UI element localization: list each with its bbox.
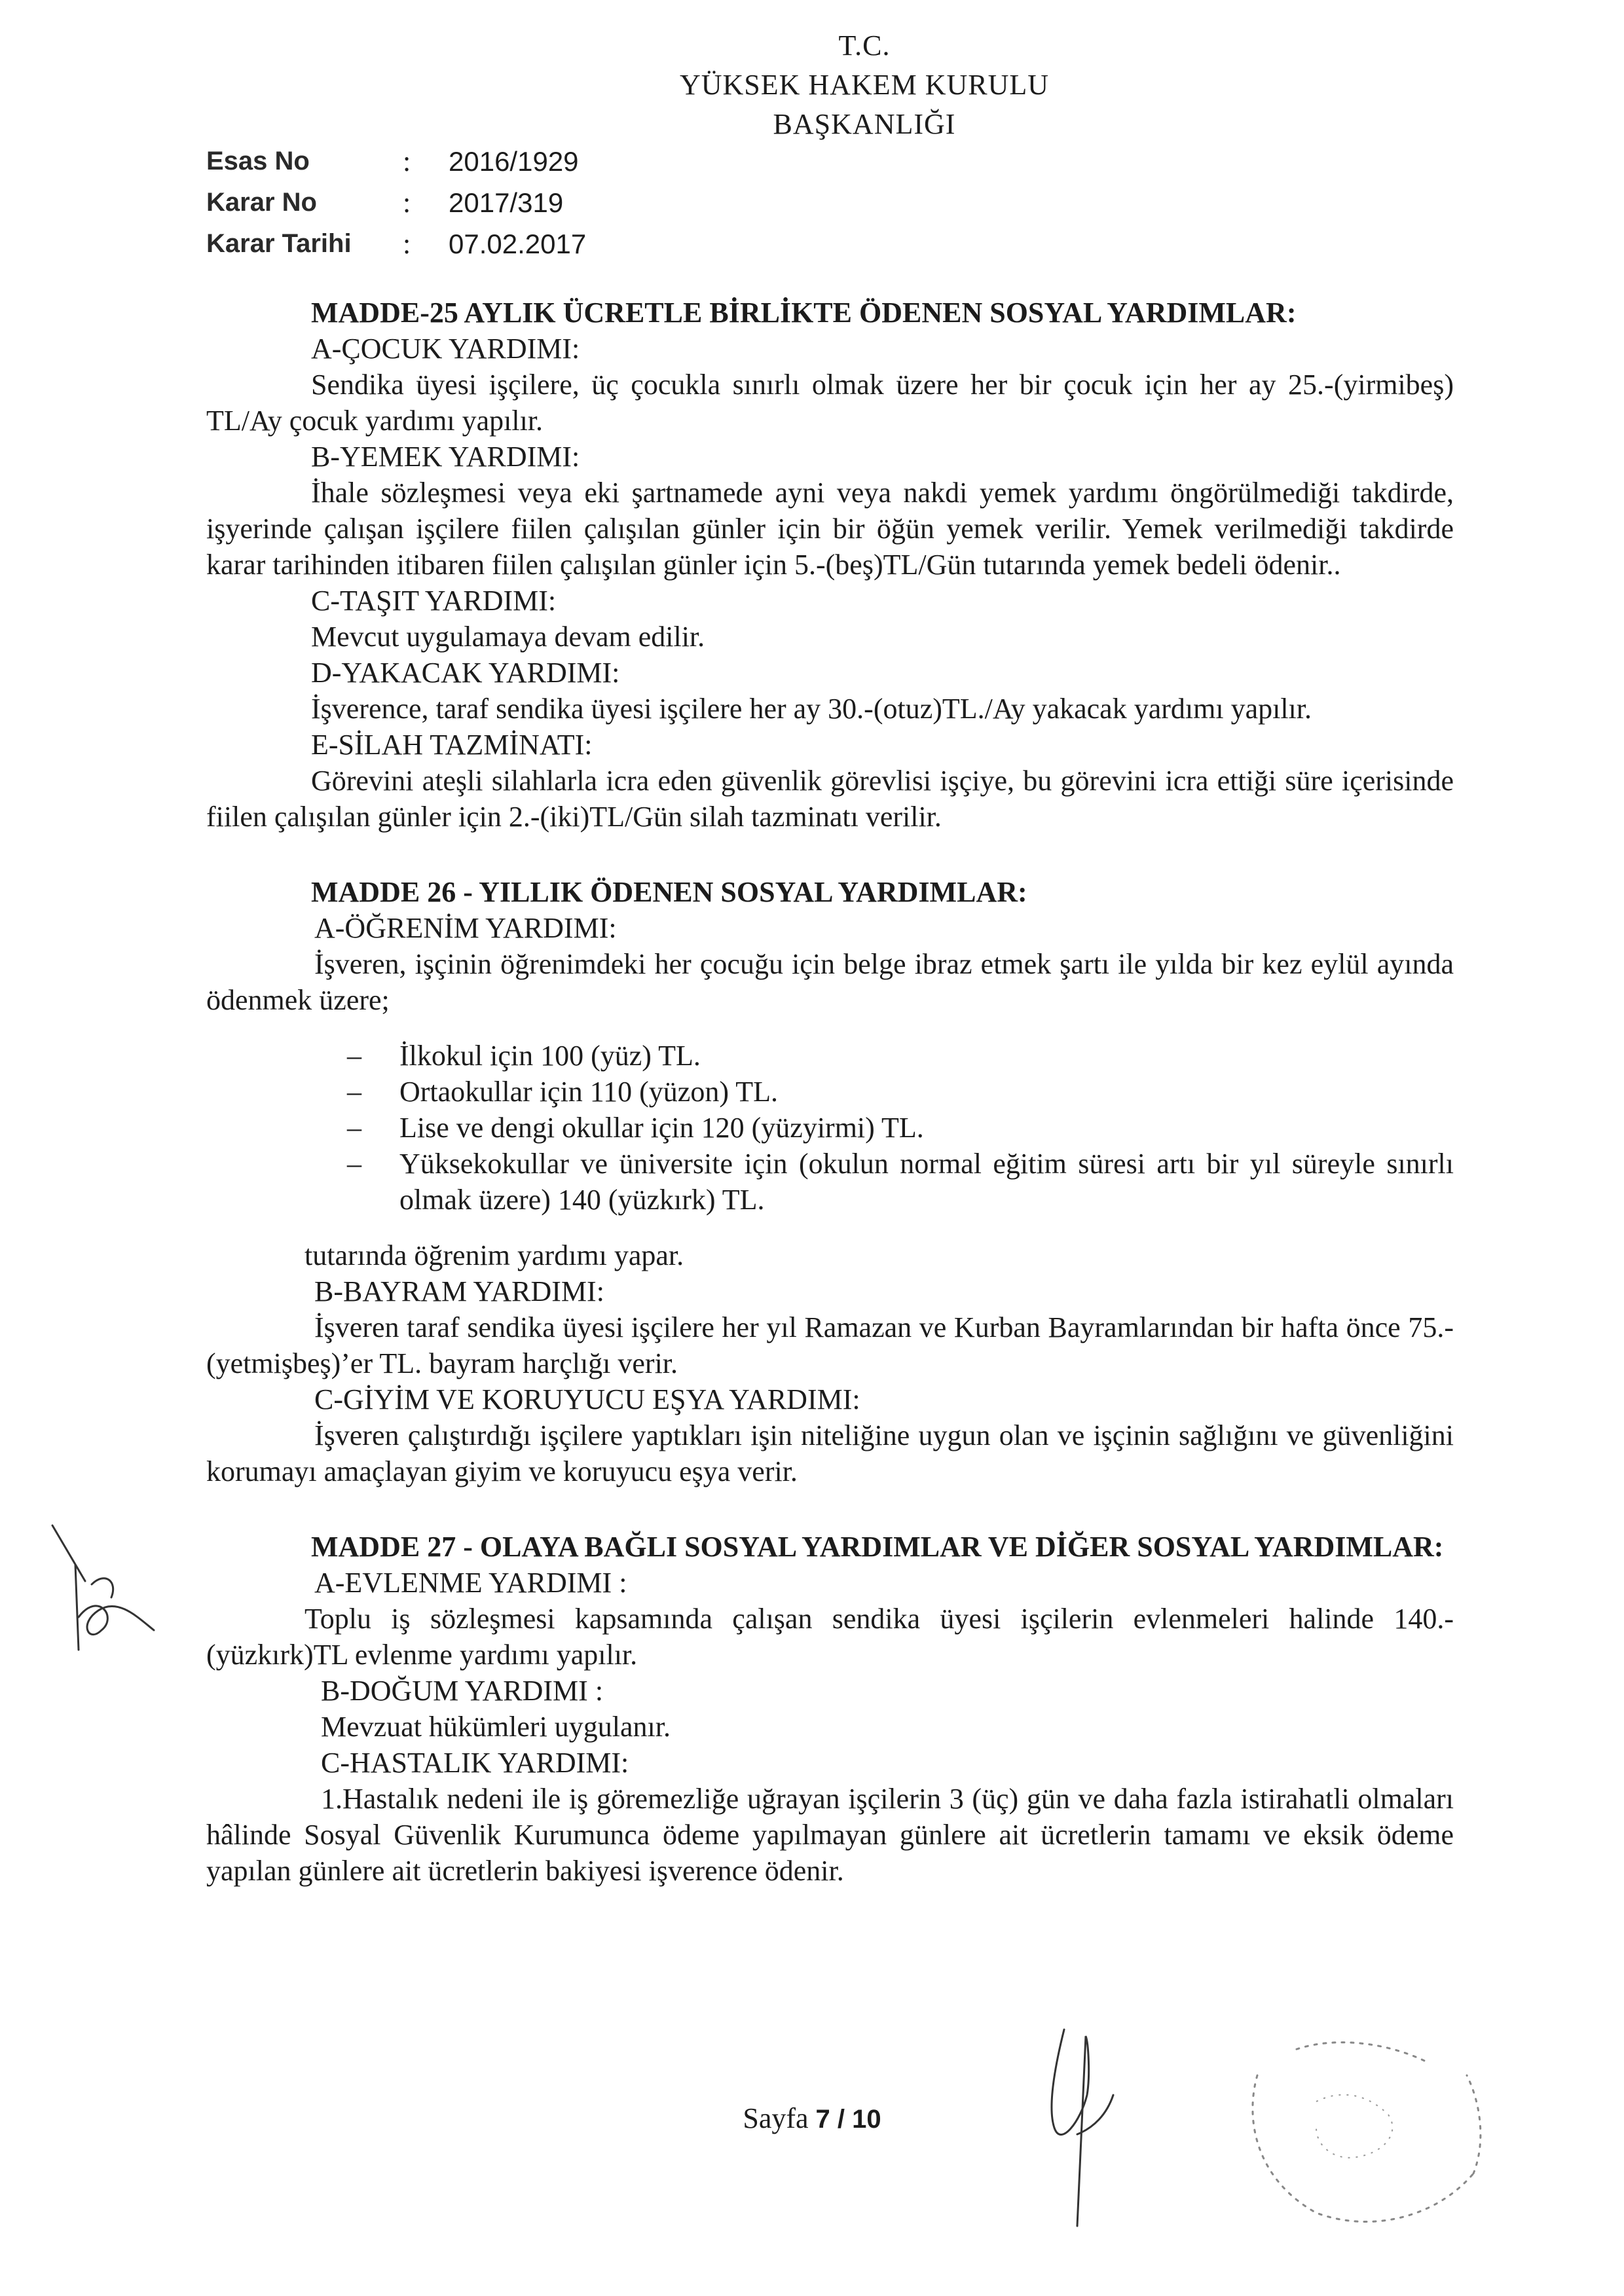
meta-value: 07.02.2017 — [449, 228, 587, 259]
meta-value: 2016/1929 — [449, 146, 579, 177]
meta-sep: : — [403, 145, 411, 177]
education-aid-list — [347, 1038, 1454, 1218]
document-body — [206, 295, 1454, 1889]
article-25-e-text: Görevini ateşli silahlarla icra eden güvenlik görevlisi işçiye, bu görevini icra ettiği süre içerisinde fiilen çalışılan günler için 2.-(iki)TL/Gün silah tazminatı verilir. — [206, 765, 1454, 833]
article-25-c-title: C-TAŞIT YARDIMI: — [311, 585, 557, 617]
article-25-c-text: Mevcut uygulamaya devam edilir. — [311, 621, 705, 653]
header-tc: T.C. — [838, 29, 891, 62]
article-26-a-text: İşveren, işçinin öğrenimdeki her çocuğu için belge ibraz etmek şartı ile yılda bir kez eylül ayında ödenmek üzere; — [206, 948, 1454, 1016]
list-item: – İlkokul için 100 (yüz) TL. — [347, 1040, 701, 1072]
article-26-a-title: A-ÖĞRENİM YARDIMI: — [314, 912, 617, 944]
article-27-title: MADDE 27 - OLAYA BAĞLI SOSYAL YARDIMLAR VE DİĞER SOSYAL YARDIMLAR: — [311, 1531, 1444, 1563]
page-label: Sayfa — [743, 2102, 816, 2134]
signature-bottom — [1035, 2016, 1133, 2232]
article-25-d-title: D-YAKACAK YARDIMI: — [311, 657, 620, 689]
list-item: – Yüksekokullar ve üniversite için (okulun normal eğitim süresi artı bir yıl süreyle sınırlı olmak üzere) 140 (yüzkırk) TL. — [347, 1148, 1454, 1216]
meta-sep: : — [403, 187, 411, 219]
article-27-b-text: Mevzuat hükümleri uygulanır. — [321, 1711, 671, 1743]
article-27-c-title: C-HASTALIK YARDIMI: — [321, 1747, 629, 1779]
page-number: 7 / 10 — [815, 2105, 881, 2134]
list-item: – Ortaokullar için 110 (yüzon) TL. — [347, 1076, 778, 1108]
meta-value: 2017/319 — [449, 187, 564, 218]
case-meta — [206, 141, 586, 264]
article-26-b-text: İşveren taraf sendika üyesi işçilere her yıl Ramazan ve Kurban Bayramlarından bir hafta önce 75.-(yetmişbeş)’er TL. bayram harçlığı verir. — [206, 1311, 1454, 1379]
meta-label: Esas No — [206, 147, 310, 175]
article-25-a-title: A-ÇOCUK YARDIMI: — [311, 333, 580, 365]
document-header — [0, 26, 1624, 144]
header-presidency: BAŞKANLIĞI — [773, 108, 956, 140]
list-item: – Lise ve dengi okullar için 120 (yüzyirmi) TL. — [347, 1112, 924, 1144]
article-26-c-text: İşveren çalıştırdığı işçilere yaptıkları işin niteliğine uygun olan ve işçinin sağlığını ve güvenliğini korumayı amaçlayan giyim ve koruyucu eşya verir. — [206, 1419, 1454, 1487]
article-25-title: MADDE-25 AYLIK ÜCRETLE BİRLİKTE ÖDENEN SOSYAL YARDIMLAR: — [311, 297, 1297, 329]
article-25-b-title: B-YEMEK YARDIMI: — [311, 441, 580, 473]
meta-sep: : — [403, 228, 411, 260]
meta-row-esas — [206, 141, 586, 182]
meta-label: Karar Tarihi — [206, 229, 352, 258]
article-26-b-title: B-BAYRAM YARDIMI: — [314, 1275, 604, 1307]
article-25-e-title: E-SİLAH TAZMİNATI: — [311, 729, 593, 761]
article-26-a-after: tutarında öğrenim yardımı yapar. — [304, 1239, 684, 1271]
meta-row-karar — [206, 182, 586, 223]
article-25-b-text: İhale sözleşmesi veya eki şartnamede ayni veya nakdi yemek yardımı öngörülmediği takdirde, işyerinde çalışan işçilere fiilen çalışılan günler için bir öğün yemek verilir. Yemek verilmediği takdirde karar tarihinden itibaren fiilen çalışılan günler için 5.-(beş)TL/Gün tutarında yemek bedeli ödenir.. — [206, 477, 1454, 581]
article-27-c-text: 1.Hastalık nedeni ile iş göremezliğe uğrayan işçilerin 3 (üç) gün ve daha fazla istirahatli olmaları hâlinde Sosyal Güvenlik Kurumunca ödeme yapılmayan günlere ait ücretlerin tamamı ve eksik ödeme yapılan günlere ait ücretlerin bakiyesi işverence ödenir. — [206, 1783, 1454, 1887]
article-25-a-text: Sendika üyesi işçilere, üç çocukla sınırlı olmak üzere her bir çocuk için her ay 25.-(yirmibeş) TL/Ay çocuk yardımı yapılır. — [206, 369, 1454, 437]
meta-row-tarih — [206, 223, 586, 264]
article-26-title: MADDE 26 - YILLIK ÖDENEN SOSYAL YARDIMLAR: — [311, 876, 1027, 908]
article-27-a-text: Toplu iş sözleşmesi kapsamında çalışan sendika üyesi işçilerin evlenmeleri halinde 140.-(yüzkırk)TL evlenme yardımı yapılır. — [206, 1603, 1454, 1671]
article-27-a-title: A-EVLENME YARDIMI : — [314, 1567, 627, 1599]
stamp-faint — [1218, 2023, 1493, 2246]
article-25-d-text: İşverence, taraf sendika üyesi işçilere her ay 30.-(otuz)TL./Ay yakacak yardımı yapılır. — [311, 693, 1312, 725]
initial-signature-left — [39, 1519, 170, 1663]
meta-label: Karar No — [206, 188, 317, 217]
article-27-b-title: B-DOĞUM YARDIMI : — [321, 1675, 604, 1707]
article-26-c-title: C-GİYİM VE KORUYUCU EŞYA YARDIMI: — [314, 1383, 860, 1415]
header-institution: YÜKSEK HAKEM KURULU — [679, 69, 1050, 101]
